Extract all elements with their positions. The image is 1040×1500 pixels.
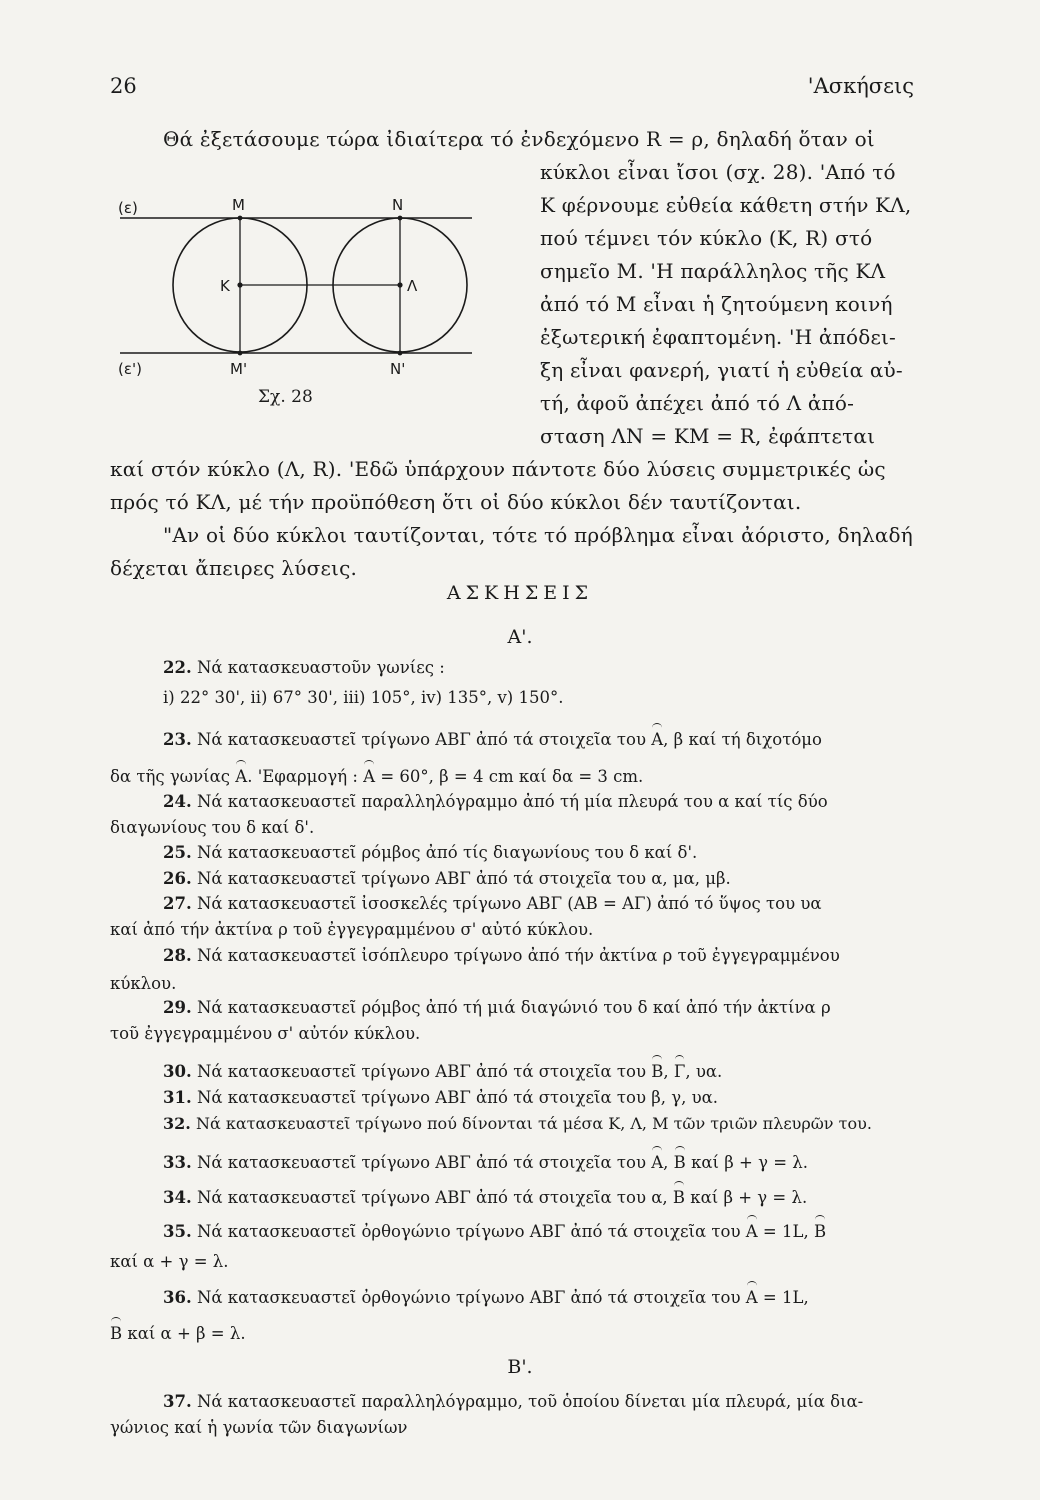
- exercise-25: [163, 843, 697, 862]
- part-a-heading: Α'.: [507, 626, 533, 648]
- exercise-text: Νά κατασκευαστεῖ ὀρθογώνιο τρίγωνο ΑΒΓ ἀπό τά στοιχεῖα του: [196, 1288, 741, 1307]
- point-k: [237, 282, 242, 287]
- label-m: Μ: [232, 196, 245, 214]
- intro-line-14: δέχεται ἄπειρες λύσεις.: [110, 556, 358, 580]
- exercise-30: 30. Νά κατασκευαστεῖ τρίγωνο ΑΒΓ ἀπό τά στοιχεῖα του Β, Γ, υα.: [163, 1062, 723, 1081]
- exercise-22-angles: i) 22° 30', ii) 67° 30', iii) 105°, iv) 135°, v) 150°.: [163, 688, 564, 707]
- intro-line-4: πού τέμνει τόν κύκλο (Κ, R) στό: [540, 226, 873, 250]
- figure-28: [120, 192, 520, 414]
- exercise-number: 32.: [163, 1114, 191, 1133]
- intro-line-9: τή, ἀφοῦ ἀπέχει ἀπό τό Λ ἀπό-: [540, 391, 855, 415]
- exercise-text: = 1L,: [762, 1288, 809, 1307]
- angle-a: Α: [363, 767, 376, 786]
- exercise-37: [163, 1392, 863, 1411]
- exercise-number: 33.: [163, 1153, 192, 1172]
- angle-b: Β: [672, 1188, 686, 1207]
- exercise-37-line2: γώνιος καί ἡ γωνία τῶν διαγωνίων: [110, 1418, 408, 1437]
- exercise-text: καί α + β = λ.: [127, 1324, 246, 1343]
- label-n-prime: Ν': [390, 360, 406, 378]
- point-m: [238, 216, 243, 221]
- intro-line-11: καί στόν κύκλο (Λ, R). 'Εδῶ ὑπάρχουν πάντοτε δύο λύσεις συμμετρικές ὡς: [110, 457, 886, 481]
- exercise-number: 25.: [163, 843, 192, 862]
- exercise-34: [163, 1188, 807, 1207]
- exercise-number: 34.: [163, 1188, 192, 1207]
- exercise-text: Νά κατασκευαστεῖ τρίγωνο πού δίνονται τά μέσα Κ, Λ, Μ τῶν τριῶν πλευρῶν του.: [195, 1114, 872, 1133]
- exercise-number: 23.: [163, 730, 192, 749]
- figure-caption: Σχ. 28: [258, 387, 313, 407]
- part-b-heading: Β'.: [507, 1356, 533, 1378]
- exercise-29: [163, 998, 831, 1017]
- figure-28-diagram: [120, 192, 520, 414]
- angle-a: Α: [745, 1288, 758, 1307]
- exercise-text: καί β + γ = λ.: [690, 1188, 808, 1207]
- intro-line-13: "Αν οἱ δύο κύκλοι ταυτίζονται, τότε τό πρόβλημα εἶναι ἀόριστο, δηλαδή: [163, 523, 913, 547]
- angle-b: Β: [651, 1062, 664, 1081]
- exercise-24-line2: διαγωνίους του δ καί δ'.: [110, 818, 315, 837]
- exercise-27: [163, 894, 822, 913]
- exercise-text: Νά κατασκευαστεῖ τρίγωνο ΑΒΓ ἀπό τά στοιχεῖα του α,: [196, 1188, 668, 1207]
- exercise-31: [163, 1088, 718, 1107]
- angle-a: Α: [745, 1222, 758, 1241]
- angle-g: Γ: [673, 1062, 686, 1081]
- exercise-text: Νά κατασκευαστεῖ τρίγωνο ΑΒΓ ἀπό τά στοιχεῖα του: [196, 730, 646, 749]
- intro-line-8: ξη εἶναι φανερή, γιατί ἡ εὐθεία αὐ-: [540, 358, 903, 382]
- exercise-28-line2: κύκλου.: [110, 974, 177, 993]
- exercise-number: 26.: [163, 869, 192, 888]
- exercise-text: καί β + γ = λ.: [691, 1153, 808, 1172]
- exercise-text: Νά κατασκευαστεῖ παραλληλόγραμμο ἀπό τή μία πλευρά του α καί τίς δύο: [196, 792, 828, 811]
- exercise-29-line2: τοῦ ἐγγεγραμμένου σ' αὐτόν κύκλου.: [110, 1024, 421, 1043]
- exercise-number: 27.: [163, 894, 192, 913]
- exercise-number: 36.: [163, 1288, 192, 1307]
- exercise-number: 30.: [163, 1062, 192, 1081]
- exercise-text: = 1L,: [762, 1222, 809, 1241]
- exercise-text: Νά κατασκευαστοῦν γωνίες :: [196, 658, 445, 677]
- exercise-number: 35.: [163, 1222, 192, 1241]
- exercise-23: [163, 730, 822, 749]
- exercise-28: [163, 946, 840, 965]
- intro-line-12: πρός τό ΚΛ, μέ τήν προϋπόθεση ὅτι οἱ δύο κύκλοι δέν ταυτίζονται.: [110, 490, 802, 514]
- angle-b: Β: [673, 1153, 686, 1172]
- exercise-35: [163, 1222, 826, 1241]
- exercise-text: δα τῆς γωνίας: [110, 767, 231, 786]
- exercise-number: 28.: [163, 946, 192, 965]
- point-n-prime: [398, 351, 403, 356]
- exercise-number: 29.: [163, 998, 192, 1017]
- exercise-text: Νά κατασκευαστεῖ τρίγωνο ΑΒΓ ἀπό τά στοιχεῖα του: [196, 1062, 646, 1081]
- label-l: Λ: [407, 277, 418, 295]
- point-m-prime: [238, 351, 243, 356]
- exercise-text: Νά κατασκευαστεῖ ρόμβος ἀπό τίς διαγωνίους του δ καί δ'.: [196, 843, 698, 862]
- point-l: [397, 282, 402, 287]
- exercise-text: Νά κατασκευαστεῖ τρίγωνο ΑΒΓ ἀπό τά στοιχεῖα του β, γ, υα.: [196, 1088, 719, 1107]
- intro-line-6: ἀπό τό Μ εἶναι ἡ ζητούμενη κοινή: [540, 292, 893, 316]
- exercise-text: . 'Εφαρμογή :: [247, 767, 358, 786]
- intro-line-1: Θά ἐξετάσουμε τώρα ἰδιαίτερα τό ἐνδεχόμενο R = ρ, δηλαδή ὅταν οἱ: [163, 127, 875, 151]
- exercise-35-line2: καί α + γ = λ.: [110, 1252, 229, 1271]
- exercise-text: Νά κατασκευαστεῖ τρίγωνο ΑΒΓ ἀπό τά στοιχεῖα του: [196, 1153, 646, 1172]
- exercise-22: [163, 658, 445, 677]
- angle-a: Α: [235, 767, 248, 786]
- exercise-number: 31.: [163, 1088, 192, 1107]
- running-head: 'Ασκήσεις: [807, 74, 914, 98]
- exercise-36: [163, 1288, 809, 1307]
- intro-line-10: σταση ΛΝ = ΚΜ = R, ἐφάπτεται: [540, 424, 876, 448]
- label-n: Ν: [392, 196, 404, 214]
- exercise-text: = 60°, β = 4 cm καί δα = 3 cm.: [380, 767, 644, 786]
- exercise-text: , β καί τή διχοτόμο: [663, 730, 822, 749]
- exercise-24: [163, 792, 828, 811]
- exercise-27-line2: καί ἀπό τήν ἀκτίνα ρ τοῦ ἐγγεγραμμένου σ' αὐτό κύκλου.: [110, 920, 594, 939]
- point-n: [398, 216, 403, 221]
- exercise-text: Νά κατασκευαστεῖ ρόμβος ἀπό τή μιά διαγώνιό του δ καί ἀπό τήν ἀκτίνα ρ: [196, 998, 831, 1017]
- angle-b: Β: [110, 1324, 123, 1343]
- label-e-prime: (ε'): [118, 360, 142, 378]
- exercise-36-line2: [110, 1324, 246, 1343]
- exercise-33: 33. Νά κατασκευαστεῖ τρίγωνο ΑΒΓ ἀπό τά στοιχεῖα του Α, Β καί β + γ = λ.: [163, 1153, 808, 1172]
- intro-line-2: κύκλοι εἶναι ἴσοι (σχ. 28). 'Από τό: [540, 160, 896, 184]
- exercise-text: Νά κατασκευαστεῖ τρίγωνο ΑΒΓ ἀπό τά στοιχεῖα του α, μα, μβ.: [196, 869, 731, 888]
- exercise-23-line2: [110, 767, 643, 786]
- section-title: ΑΣΚΗΣΕΙΣ: [446, 582, 594, 604]
- exercise-text: Νά κατασκευαστεῖ ἰσοσκελές τρίγωνο ΑΒΓ (ΑΒ = ΑΓ) ἀπό τό ὕψος του υα: [196, 894, 822, 913]
- label-k: Κ: [220, 277, 230, 295]
- intro-line-5: σημεῖο Μ. 'Η παράλληλος τῆς ΚΛ: [540, 259, 886, 283]
- page-number: 26: [110, 74, 137, 98]
- angle-a: Α: [651, 1153, 664, 1172]
- exercise-text: Νά κατασκευαστεῖ ὀρθογώνιο τρίγωνο ΑΒΓ ἀπό τά στοιχεῖα του: [196, 1222, 741, 1241]
- exercise-text: Νά κατασκευαστεῖ παραλληλόγραμμο, τοῦ ὁποίου δίνεται μία πλευρά, μία δια-: [196, 1392, 864, 1411]
- exercise-text: Νά κατασκευαστεῖ ἰσόπλευρο τρίγωνο ἀπό τήν ἀκτίνα ρ τοῦ ἐγγεγραμμένου: [196, 946, 840, 965]
- exercise-32: [163, 1114, 872, 1133]
- angle-b: Β: [813, 1222, 827, 1241]
- angle-a: Α: [651, 730, 664, 749]
- exercise-26: [163, 869, 731, 888]
- exercise-number: 22.: [163, 658, 192, 677]
- intro-line-3: Κ φέρνουμε εὐθεία κάθετη στήν ΚΛ,: [540, 193, 912, 217]
- exercise-text: , υα.: [685, 1062, 723, 1081]
- intro-line-7: ἐξωτερική ἐφαπτομένη. 'Η ἀπόδει-: [540, 325, 897, 349]
- exercise-number: 37.: [163, 1392, 192, 1411]
- label-m-prime: Μ': [230, 360, 248, 378]
- label-e: (ε): [118, 199, 138, 217]
- exercise-number: 24.: [163, 792, 192, 811]
